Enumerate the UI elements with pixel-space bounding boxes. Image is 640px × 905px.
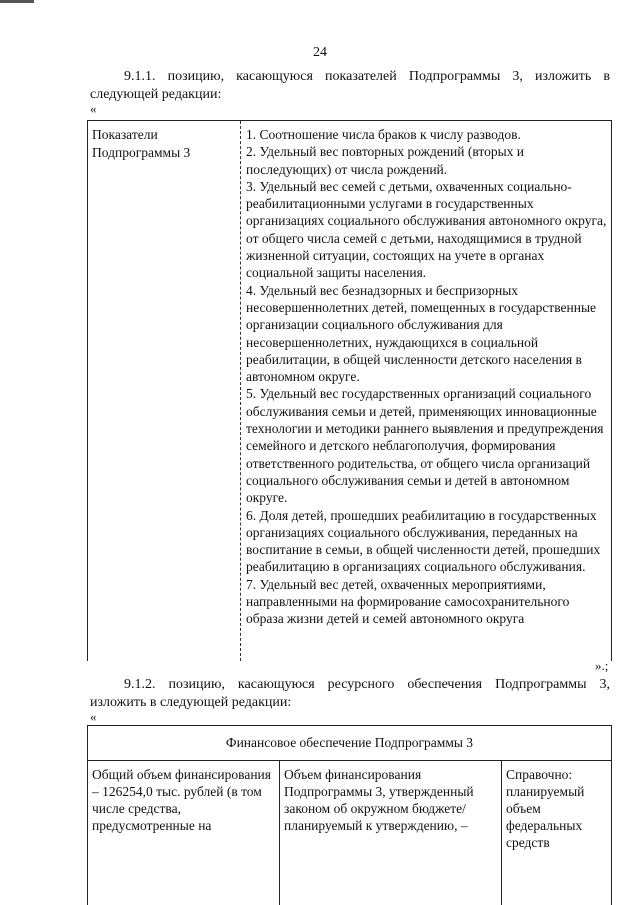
indicators-table <box>87 120 612 661</box>
opening-quote-mark: « <box>90 709 97 724</box>
paragraph-9-1-1-line-2: следующей редакции: <box>90 87 222 102</box>
table-column-divider <box>240 121 241 661</box>
total-financing-cell: Общий объем финансирования – 126254,0 тыс. рублей (в том числе средства, предусмотренные на <box>92 767 271 833</box>
budget-financing-cell: Объем финансирования Подпрограммы 3, утвержденный законом об окружном бюджете/планируемый к утверждению, – <box>284 767 474 833</box>
financing-table-header: Финансовое обеспечение Подпрограммы 3 <box>88 726 611 761</box>
paragraph-9-1-2-line-1: 9.1.2. позицию, касающуюся ресурсного обеспечения Подпрограммы 3, <box>124 677 610 692</box>
financing-table <box>87 725 612 905</box>
page-number: 24 <box>313 45 327 60</box>
table-column-divider <box>501 761 502 905</box>
scan-corner-mark <box>0 0 34 3</box>
indicator-item: 1. Соотношение числа браков к числу разводов. <box>246 127 521 142</box>
table-column-divider <box>279 761 280 905</box>
federal-funds-cell: Справочно: планируемый объем федеральных средств <box>506 767 585 850</box>
indicator-item: 5. Удельный вес государственных организаций социального обслуживания семьи и детей, применяющих инновационные технологии и методики раннего выявления и предупреждения семейного и детского неблагополучия, формирования ответственного родительства, от общего числа организаций социального обслуживания семьи и детей в автономном округе. <box>246 386 604 506</box>
paragraph-9-1-2 <box>90 676 610 712</box>
indicator-item: 6. Доля детей, прошедших реабилитацию в государственных организациях социального обслуживания, переданных на воспитание в семьи, в общей численности детей, прошедших реабилитацию в организациях социального обслуживания. <box>246 507 601 575</box>
indicator-item: 7. Удельный вес детей, охваченных мероприятиями, направленными на формирование самосохранительного образа жизни детей и семей автономного округа <box>246 576 570 627</box>
opening-quote-mark: « <box>90 101 97 116</box>
indicators-label-cell: Показатели Подпрограммы 3 <box>92 127 191 160</box>
indicator-item: 2. Удельный вес повторных рождений (вторых и последующих) от числа рождений. <box>246 144 525 177</box>
indicators-list-cell <box>246 126 610 628</box>
paragraph-9-1-1 <box>90 68 610 104</box>
indicator-item: 3. Удельный вес семей с детьми, охваченных социально-реабилитационными услугами в государственных организациях социального обслуживания автономного округа, от общего числа семей с детьми, находящимися в трудной жизненной ситуации, состоящих на учете в органах социальной защиты населения. <box>246 178 607 281</box>
closing-quote-mark: ».; <box>595 658 609 673</box>
paragraph-9-1-2-line-2: изложить в следующей редакции: <box>90 695 292 710</box>
indicator-item: 4. Удельный вес безнадзорных и беспризорных несовершеннолетних детей, помещенных в государственные организации социального обслуживания для несовершеннолетних, нуждающихся в социальной реабилитации, в общей численности детского населения в автономном округе. <box>246 282 597 385</box>
paragraph-9-1-1-line-1: 9.1.1. позицию, касающуюся показателей Подпрограммы 3, изложить в <box>124 69 610 84</box>
